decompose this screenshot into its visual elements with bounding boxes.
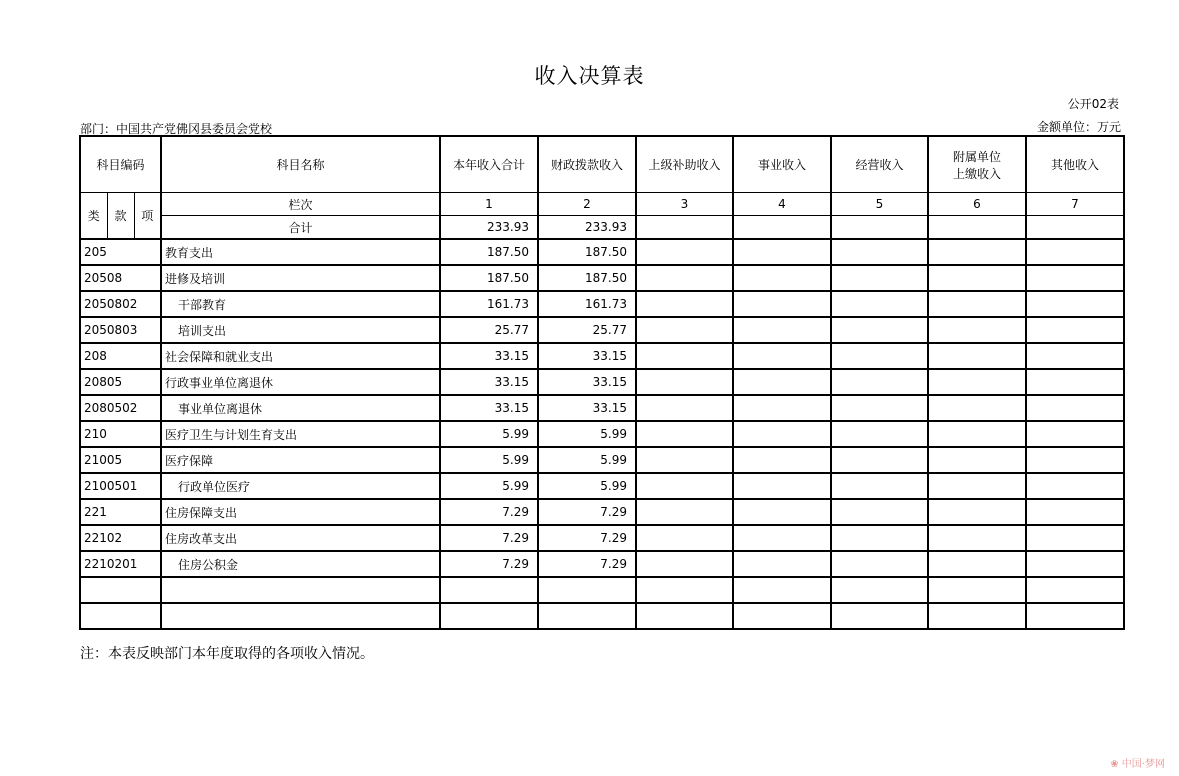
row-empty-cell (636, 447, 733, 473)
form-code: 公开02表 (1067, 97, 1119, 111)
total-fiscal-value: 233.93 (538, 216, 636, 240)
row-empty-cell (1026, 239, 1124, 265)
row-total-value: 33.15 (440, 369, 538, 395)
row-empty-cell (928, 291, 1026, 317)
row-fiscal-value (538, 603, 636, 629)
row-fiscal-value: 187.50 (538, 265, 636, 291)
table-note: 注：本表反映部门本年度取得的各项收入情况。 (80, 646, 374, 662)
header-other-income: 其他收入 (1026, 136, 1124, 193)
row-empty-cell (733, 239, 831, 265)
col-num-3: 3 (636, 193, 733, 216)
row-empty-cell (636, 317, 733, 343)
row-code (80, 577, 161, 603)
header-lei: 类 (80, 193, 107, 240)
row-empty-cell (733, 265, 831, 291)
total-empty-cell (831, 216, 928, 240)
empty-row (80, 603, 1124, 629)
row-empty-cell (636, 239, 733, 265)
row-empty-cell (831, 369, 928, 395)
row-total-value: 7.29 (440, 525, 538, 551)
row-subject-name: 医疗卫生与计划生育支出 (161, 421, 440, 447)
header-business-income: 事业收入 (733, 136, 831, 193)
row-fiscal-value: 5.99 (538, 421, 636, 447)
row-empty-cell (733, 473, 831, 499)
table-row (80, 239, 1124, 265)
row-empty-cell (831, 239, 928, 265)
row-empty-cell (928, 551, 1026, 577)
row-empty-cell (928, 577, 1026, 603)
table-row (80, 395, 1124, 421)
row-fiscal-value: 33.15 (538, 395, 636, 421)
row-total-value: 187.50 (440, 265, 538, 291)
row-empty-cell (1026, 499, 1124, 525)
header-kuan: 款 (107, 193, 134, 240)
header-affiliated-line2: 上缴收入 (952, 166, 1001, 181)
row-empty-cell (636, 265, 733, 291)
row-empty-cell (1026, 343, 1124, 369)
row-total-value: 5.99 (440, 447, 538, 473)
row-code: 2050802 (80, 291, 161, 317)
row-code: 205 (80, 239, 161, 265)
total-empty-cell (928, 216, 1026, 240)
row-empty-cell (831, 421, 928, 447)
row-empty-cell (733, 447, 831, 473)
row-empty-cell (928, 421, 1026, 447)
row-empty-cell (1026, 395, 1124, 421)
row-empty-cell (1026, 421, 1124, 447)
row-fiscal-value: 161.73 (538, 291, 636, 317)
total-label: 合计 (161, 216, 440, 240)
row-code: 208 (80, 343, 161, 369)
row-empty-cell (1026, 473, 1124, 499)
column-order-label: 栏次 (161, 193, 440, 216)
row-empty-cell (928, 317, 1026, 343)
row-subject-name: 社会保障和就业支出 (161, 343, 440, 369)
row-code: 210 (80, 421, 161, 447)
row-total-value (440, 603, 538, 629)
row-total-value: 33.15 (440, 343, 538, 369)
row-subject-name: 住房改革支出 (161, 525, 440, 551)
col-num-5: 5 (831, 193, 928, 216)
row-empty-cell (636, 525, 733, 551)
col-num-1: 1 (440, 193, 538, 216)
row-empty-cell (1026, 291, 1124, 317)
row-fiscal-value: 25.77 (538, 317, 636, 343)
row-empty-cell (733, 525, 831, 551)
column-number-row (80, 193, 1124, 216)
row-total-value: 5.99 (440, 421, 538, 447)
row-empty-cell (733, 291, 831, 317)
table-row (80, 551, 1124, 577)
row-empty-cell (928, 239, 1026, 265)
row-fiscal-value: 5.99 (538, 473, 636, 499)
row-code: 2050803 (80, 317, 161, 343)
row-total-value: 33.15 (440, 395, 538, 421)
row-fiscal-value: 33.15 (538, 343, 636, 369)
amount-unit-label: 金额单位：万元 (1036, 120, 1121, 134)
row-total-value: 7.29 (440, 551, 538, 577)
row-subject-name: 住房保障支出 (161, 499, 440, 525)
row-empty-cell (928, 369, 1026, 395)
table-row (80, 317, 1124, 343)
row-empty-cell (636, 473, 733, 499)
row-empty-cell (831, 265, 928, 291)
row-total-value: 7.29 (440, 499, 538, 525)
row-total-value: 25.77 (440, 317, 538, 343)
row-subject-name: 进修及培训 (161, 265, 440, 291)
table-row (80, 473, 1124, 499)
header-subject-code: 科目编码 (80, 136, 161, 193)
row-empty-cell (928, 473, 1026, 499)
row-empty-cell (831, 395, 928, 421)
row-empty-cell (733, 343, 831, 369)
table-row (80, 499, 1124, 525)
row-empty-cell (831, 499, 928, 525)
header-fiscal-allocation: 财政拨款收入 (538, 136, 636, 193)
header-affiliated-income (928, 136, 1026, 193)
row-empty-cell (831, 291, 928, 317)
col-num-7: 7 (1026, 193, 1124, 216)
row-total-value: 5.99 (440, 473, 538, 499)
row-empty-cell (636, 499, 733, 525)
row-empty-cell (733, 369, 831, 395)
row-subject-name: 教育支出 (161, 239, 440, 265)
row-code: 20508 (80, 265, 161, 291)
row-empty-cell (1026, 317, 1124, 343)
row-fiscal-value (538, 577, 636, 603)
empty-row (80, 577, 1124, 603)
row-empty-cell (733, 317, 831, 343)
col-num-6: 6 (928, 193, 1026, 216)
row-total-value: 187.50 (440, 239, 538, 265)
row-empty-cell (1026, 551, 1124, 577)
row-empty-cell (831, 525, 928, 551)
row-empty-cell (636, 343, 733, 369)
row-empty-cell (1026, 577, 1124, 603)
row-empty-cell (928, 447, 1026, 473)
row-total-value (440, 577, 538, 603)
row-subject-name (161, 577, 440, 603)
table-row (80, 343, 1124, 369)
row-fiscal-value: 7.29 (538, 525, 636, 551)
row-empty-cell (928, 343, 1026, 369)
row-code (80, 603, 161, 629)
row-fiscal-value: 5.99 (538, 447, 636, 473)
row-empty-cell (928, 525, 1026, 551)
row-subject-name: 医疗保障 (161, 447, 440, 473)
row-empty-cell (733, 577, 831, 603)
department-label: 部门：中国共产党佛冈县委员会党校 (80, 122, 273, 136)
row-empty-cell (831, 317, 928, 343)
row-subject-name: 培训支出 (161, 317, 440, 343)
row-empty-cell (636, 577, 733, 603)
row-subject-name (161, 603, 440, 629)
watermark-logo: ❀ 中国·梦网 (1110, 759, 1165, 770)
row-empty-cell (636, 421, 733, 447)
row-subject-name: 事业单位离退休 (161, 395, 440, 421)
header-subject-name: 科目名称 (161, 136, 440, 193)
row-empty-cell (831, 447, 928, 473)
row-empty-cell (636, 603, 733, 629)
row-code: 21005 (80, 447, 161, 473)
row-empty-cell (1026, 265, 1124, 291)
row-total-value: 161.73 (440, 291, 538, 317)
total-empty-cell (636, 216, 733, 240)
header-affiliated-line1: 附属单位 (952, 149, 1001, 164)
row-subject-name: 行政单位医疗 (161, 473, 440, 499)
row-code: 221 (80, 499, 161, 525)
row-empty-cell (636, 291, 733, 317)
row-empty-cell (733, 421, 831, 447)
row-empty-cell (636, 369, 733, 395)
row-empty-cell (831, 577, 928, 603)
row-empty-cell (831, 603, 928, 629)
table-row (80, 291, 1124, 317)
row-fiscal-value: 33.15 (538, 369, 636, 395)
row-empty-cell (733, 603, 831, 629)
row-code: 2080502 (80, 395, 161, 421)
row-empty-cell (636, 551, 733, 577)
row-empty-cell (636, 395, 733, 421)
table-row (80, 265, 1124, 291)
table-row (80, 369, 1124, 395)
row-code: 2210201 (80, 551, 161, 577)
row-empty-cell (928, 603, 1026, 629)
row-subject-name: 住房公积金 (161, 551, 440, 577)
row-code: 2100501 (80, 473, 161, 499)
total-income-value: 233.93 (440, 216, 538, 240)
header-xiang: 项 (134, 193, 161, 240)
header-operating-income: 经营收入 (831, 136, 928, 193)
row-fiscal-value: 7.29 (538, 551, 636, 577)
row-code: 22102 (80, 525, 161, 551)
row-empty-cell (928, 395, 1026, 421)
row-empty-cell (928, 265, 1026, 291)
header-row (80, 136, 1124, 193)
row-empty-cell (928, 499, 1026, 525)
total-row (80, 216, 1124, 240)
total-empty-cell (1026, 216, 1124, 240)
row-empty-cell (1026, 369, 1124, 395)
header-superior-subsidy: 上级补助收入 (636, 136, 733, 193)
row-empty-cell (1026, 525, 1124, 551)
row-empty-cell (733, 395, 831, 421)
page-title: 收入决算表 (534, 64, 645, 88)
row-empty-cell (1026, 447, 1124, 473)
row-empty-cell (831, 473, 928, 499)
col-num-4: 4 (733, 193, 831, 216)
row-empty-cell (1026, 603, 1124, 629)
row-empty-cell (831, 551, 928, 577)
col-num-2: 2 (538, 193, 636, 216)
table-row (80, 421, 1124, 447)
table-row (80, 525, 1124, 551)
row-fiscal-value: 187.50 (538, 239, 636, 265)
table-row (80, 447, 1124, 473)
row-empty-cell (733, 551, 831, 577)
row-empty-cell (831, 343, 928, 369)
row-subject-name: 行政事业单位离退休 (161, 369, 440, 395)
row-code: 20805 (80, 369, 161, 395)
row-fiscal-value: 7.29 (538, 499, 636, 525)
total-empty-cell (733, 216, 831, 240)
row-subject-name: 干部教育 (161, 291, 440, 317)
income-settlement-table (79, 135, 1125, 630)
row-empty-cell (733, 499, 831, 525)
header-total-income: 本年收入合计 (440, 136, 538, 193)
